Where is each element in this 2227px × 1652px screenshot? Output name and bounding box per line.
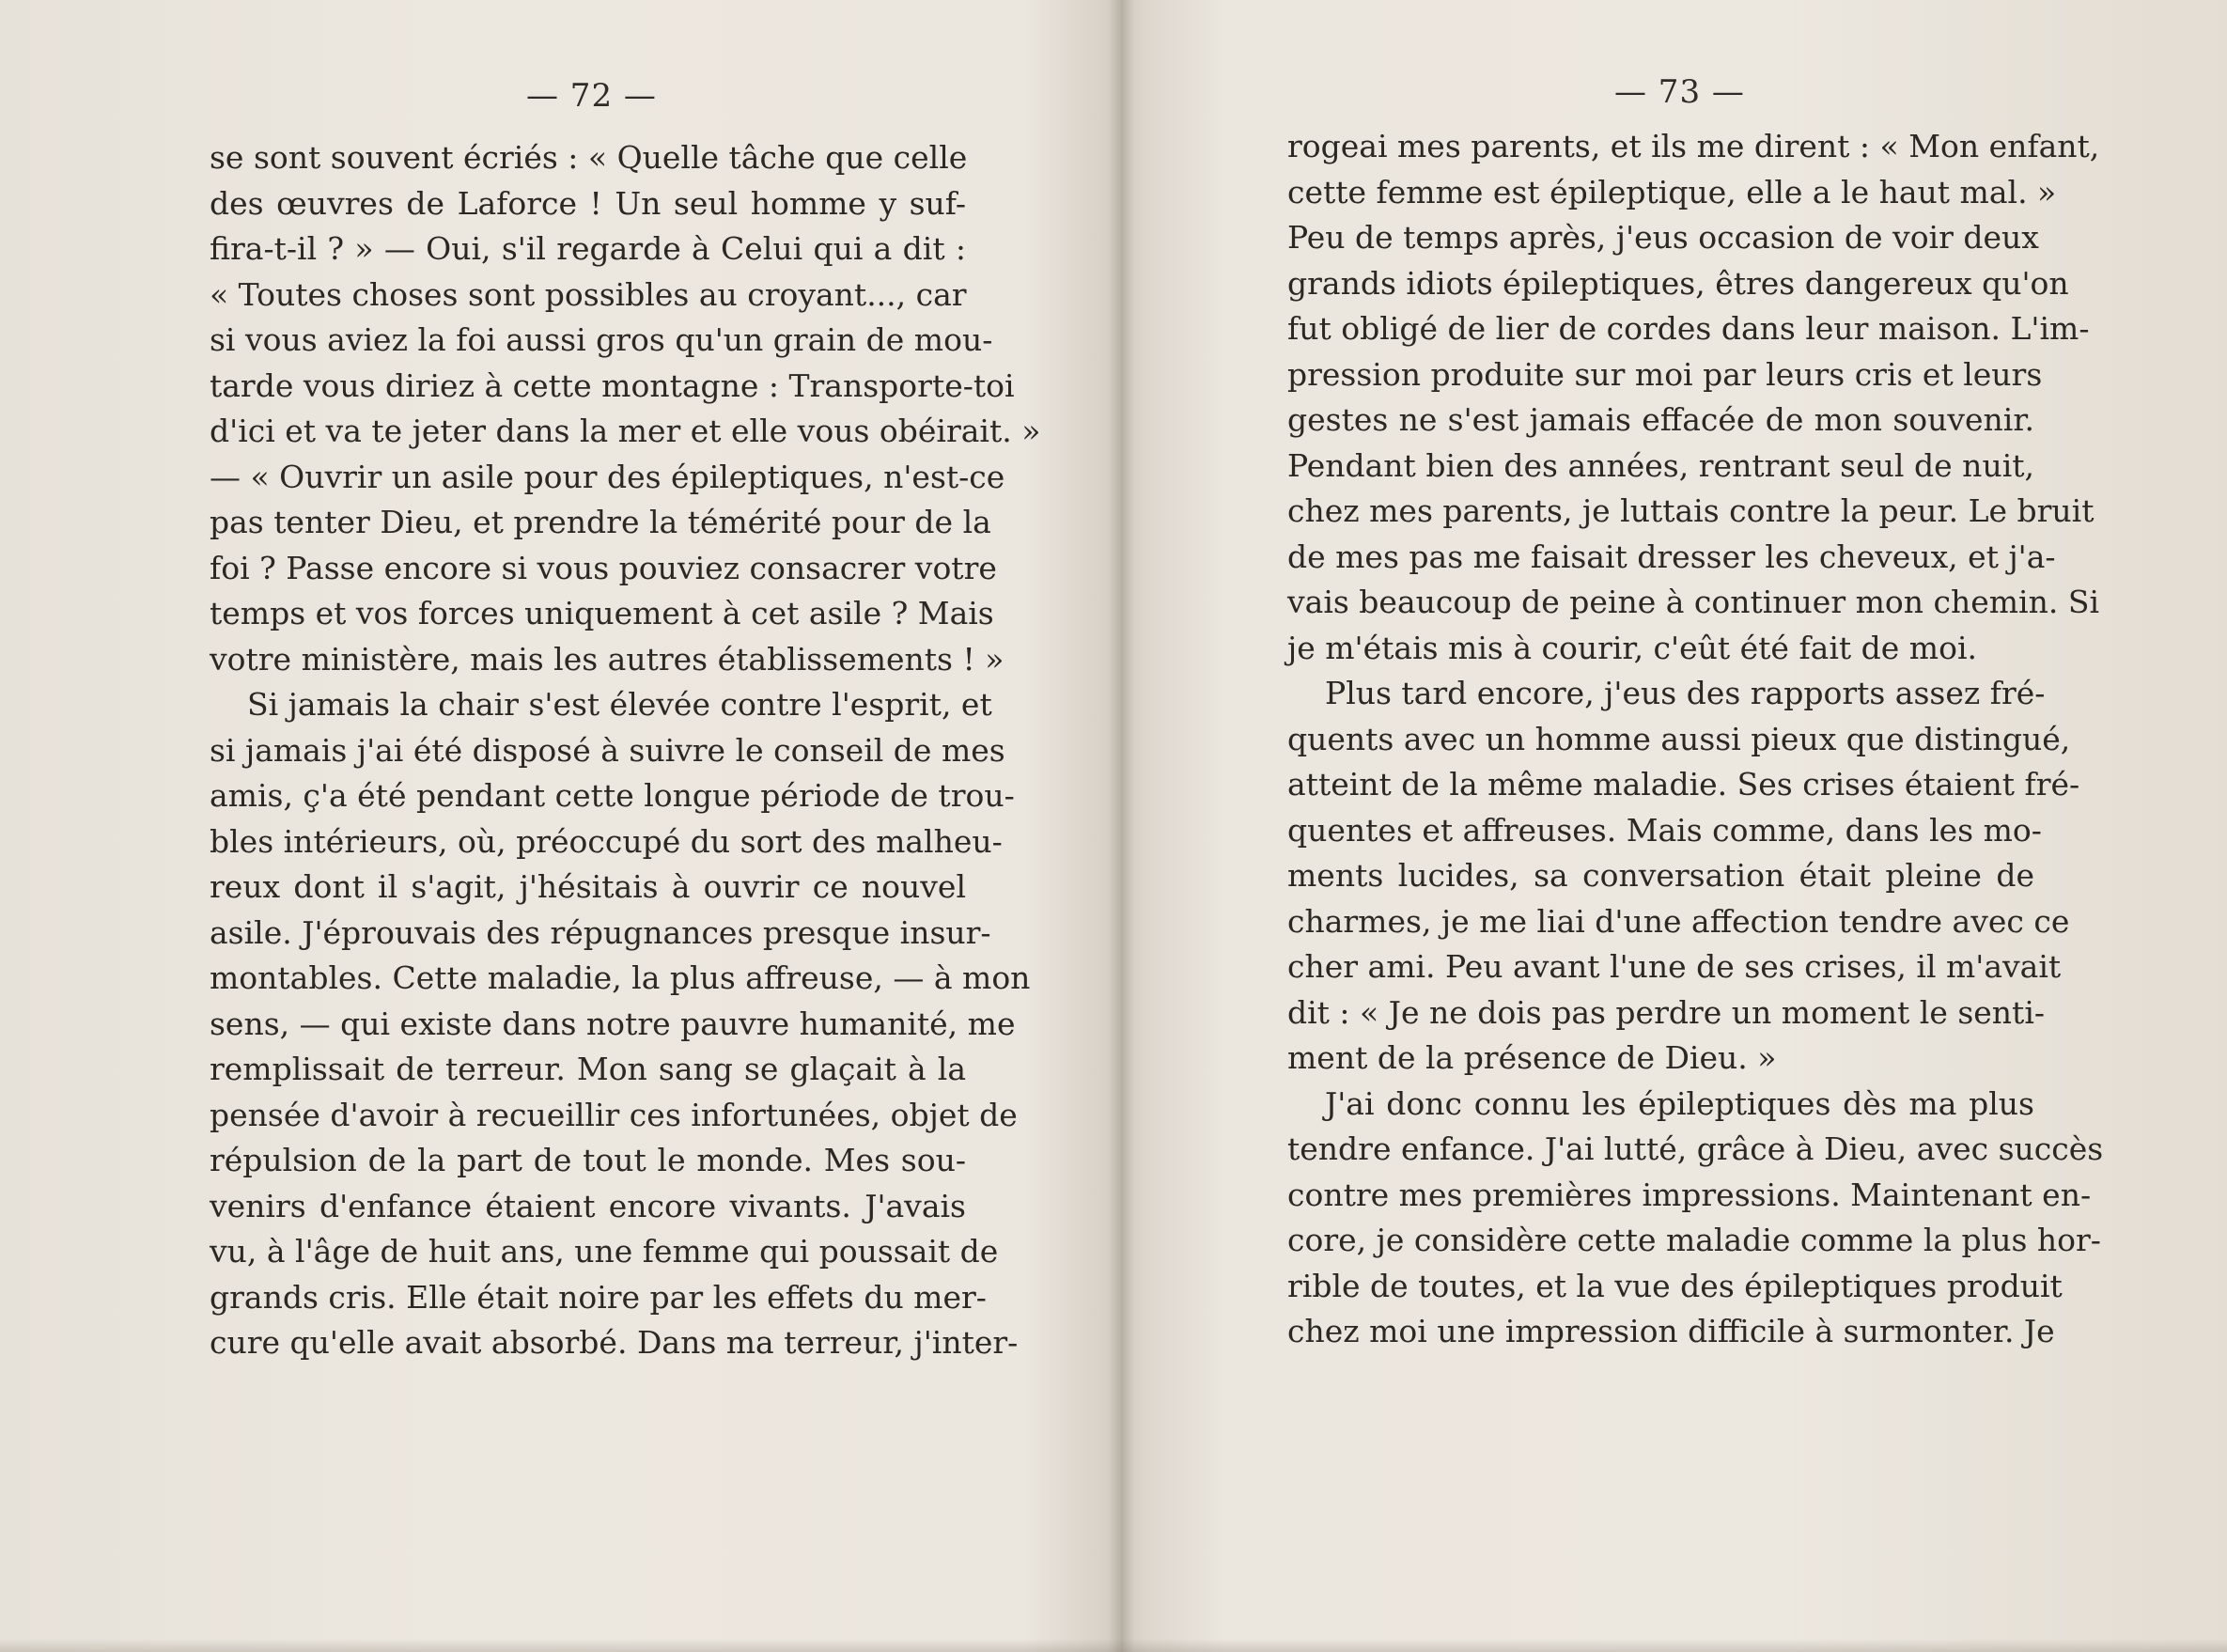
- text-line: grands cris. Elle était noire par les effets du mer-: [210, 1278, 987, 1316]
- text-line: vais beaucoup de peine à continuer mon chemin. Si: [1287, 584, 2100, 620]
- text-line: remplissait de terreur. Mon sang se glaçait à la: [210, 1051, 966, 1087]
- text-line: — « Ouvrir un asile pour des épileptiques, n'est-ce: [210, 458, 1005, 495]
- text-line: ments lucides, sa conversation était pleine de: [1287, 857, 2034, 894]
- text-line: tarde vous diriez à cette montagne : Transporte-toi: [210, 366, 1015, 404]
- page-number: — 73 —: [1614, 73, 1745, 111]
- text-line: montables. Cette maladie, la plus affreuse, — à mon: [210, 959, 1031, 996]
- text-line: temps et vos forces uniquement à cet asile ? Mais: [210, 595, 994, 631]
- text-line: Si jamais la chair s'est élevée contre l'esprit, et: [247, 686, 992, 723]
- text-line: pas tenter Dieu, et prendre la témérité pour de la: [210, 504, 991, 540]
- text-line: répulsion de la part de tout le monde. Mes sou-: [210, 1142, 966, 1178]
- text-line: si jamais j'ai été disposé à suivre le conseil de mes: [210, 731, 1005, 769]
- text-line: asile. J'éprouvais des répugnances presque insur-: [210, 913, 991, 951]
- text-line: « Toutes choses sont possibles au croyant..., car: [210, 275, 967, 313]
- text-line: Peu de temps après, j'eus occasion de voir deux: [1287, 219, 2039, 256]
- text-line: quents avec un homme aussi pieux que distingué,: [1287, 720, 2071, 757]
- text-line: sens, — qui existe dans notre pauvre humanité, me: [210, 1005, 1016, 1042]
- text-line: Pendant bien des années, rentrant seul de nuit,: [1287, 446, 2034, 484]
- page-number: — 72 —: [526, 77, 657, 115]
- text-line: grands idiots épileptiques, êtres dangereux qu'on: [1287, 264, 2069, 302]
- text-line: bles intérieurs, où, préoccupé du sort des malheu-: [210, 822, 1003, 860]
- text-line: dit : « Je ne dois pas perdre un moment le senti-: [1287, 993, 2046, 1031]
- text-line: si vous aviez la foi aussi gros qu'un grain de mou-: [210, 321, 993, 358]
- right-page: [1118, 0, 2227, 1652]
- text-line: ment de la présence de Dieu. »: [1287, 1039, 1777, 1076]
- text-line: cher ami. Peu avant l'une de ses crises, il m'avait: [1287, 948, 2062, 985]
- text-line: chez moi une impression difficile à surmonter. Je: [1287, 1313, 2055, 1349]
- text-line: des œuvres de Laforce ! Un seul homme y suf-: [210, 184, 966, 222]
- text-line: amis, ç'a été pendant cette longue période de trou-: [210, 777, 1015, 814]
- text-line: reux dont il s'agit, j'hésitais à ouvrir ce nouvel: [210, 868, 966, 905]
- text-line: se sont souvent écriés : « Quelle tâche que celle: [210, 139, 968, 176]
- text-line: cure qu'elle avait absorbé. Dans ma terreur, j'inter-: [210, 1324, 1019, 1361]
- page-text: [1287, 124, 2104, 1355]
- text-line: tendre enfance. J'ai lutté, grâce à Dieu, avec succès: [1287, 1130, 2104, 1167]
- text-line: charmes, je me liai d'une affection tendre avec ce: [1287, 902, 2070, 940]
- text-line: je m'étais mis à courir, c'eût été fait de moi.: [1287, 629, 1977, 666]
- text-line: cette femme est épileptique, elle a le haut mal. »: [1287, 173, 2057, 210]
- text-line: d'ici et va te jeter dans la mer et elle vous obéirait. »: [210, 413, 1041, 449]
- text-line: pression produite sur moi par leurs cris et leurs: [1287, 355, 2043, 393]
- text-line: Plus tard encore, j'eus des rapports assez fré-: [1325, 675, 2046, 711]
- page-text: [210, 135, 1041, 1366]
- text-line: gestes ne s'est jamais effacée de mon souvenir.: [1287, 401, 2034, 438]
- text-line: core, je considère cette maladie comme la plus hor-: [1287, 1222, 2101, 1258]
- text-line: pensée d'avoir à recueillir ces infortunées, objet de: [210, 1096, 1018, 1133]
- text-line: J'ai donc connu les épileptiques dès ma plus: [1325, 1084, 2034, 1122]
- text-line: rible de toutes, et la vue des épileptiques produit: [1287, 1267, 2063, 1304]
- text-line: fut obligé de lier de cordes dans leur maison. L'im-: [1287, 310, 2090, 347]
- text-line: venirs d'enfance étaient encore vivants. J'avais: [210, 1187, 966, 1224]
- text-line: votre ministère, mais les autres établissements ! »: [210, 640, 1004, 678]
- text-line: vu, à l'âge de huit ans, une femme qui poussait de: [210, 1233, 999, 1270]
- text-line: quentes et affreuses. Mais comme, dans les mo-: [1287, 811, 2042, 849]
- text-line: rogeai mes parents, et ils me dirent : « Mon enfant,: [1287, 128, 2100, 164]
- text-line: fira-t-il ? » — Oui, s'il regarde à Celui qui a dit :: [210, 230, 966, 267]
- text-line: de mes pas me faisait dresser les cheveux, et j'a-: [1287, 538, 2056, 575]
- text-line: atteint de la même maladie. Ses crises étaient fré-: [1287, 766, 2080, 803]
- text-line: chez mes parents, je luttais contre la peur. Le bruit: [1287, 492, 2095, 529]
- text-line: contre mes premières impressions. Maintenant en-: [1287, 1176, 2092, 1213]
- text-line: foi ? Passe encore si vous pouviez consacrer votre: [210, 549, 997, 586]
